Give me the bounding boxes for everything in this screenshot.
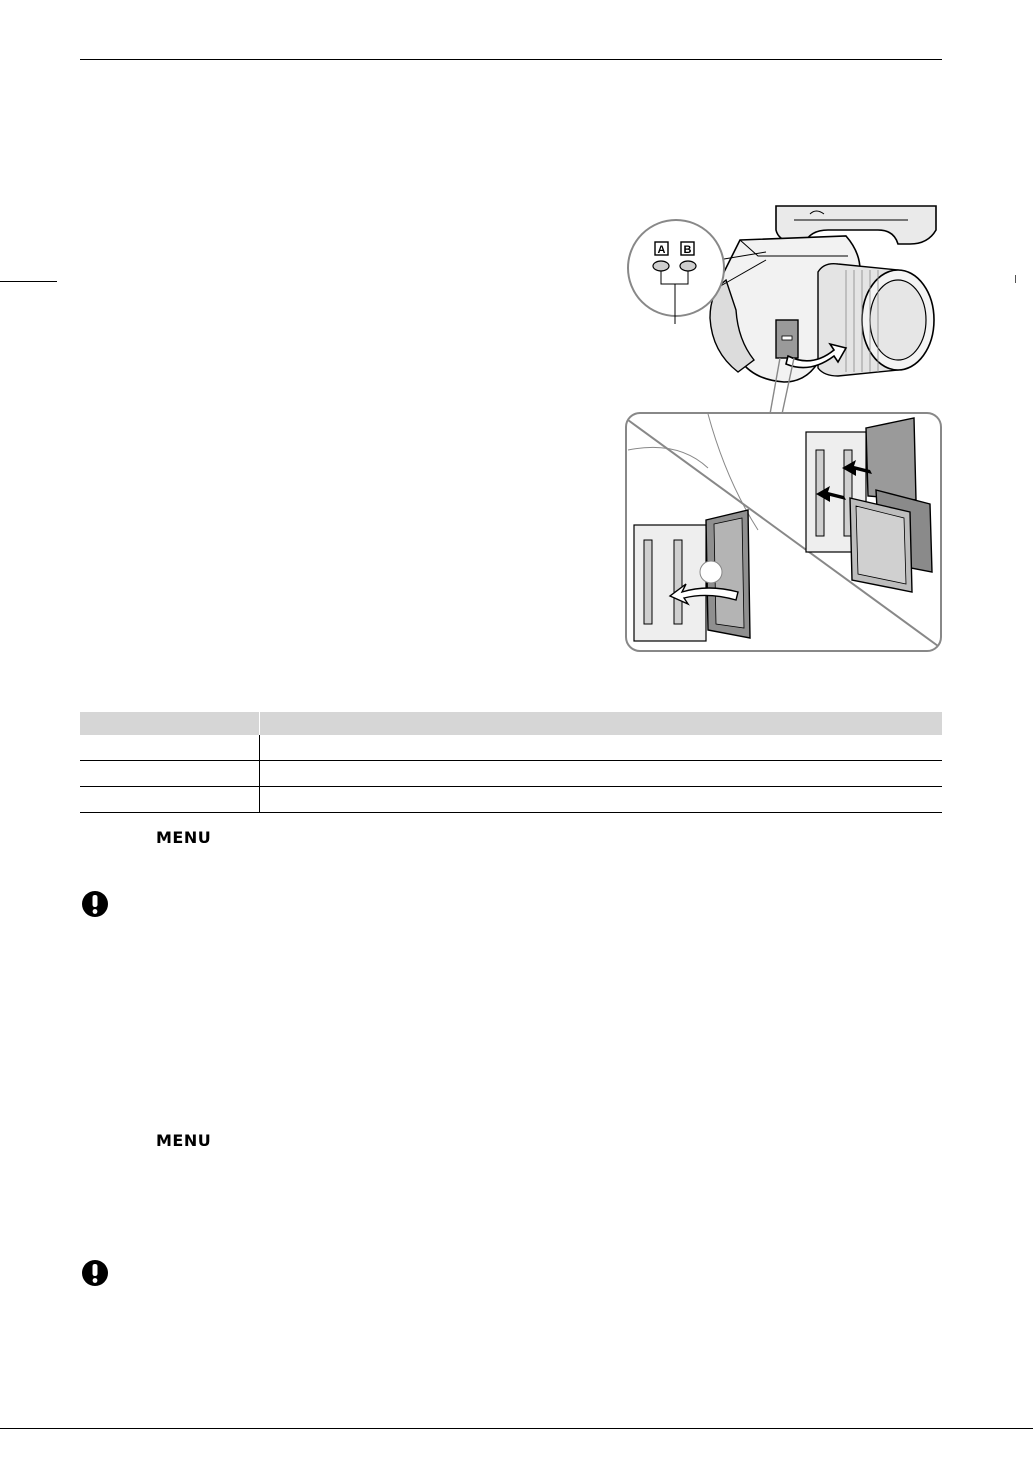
- menu-button-label: MENU: [156, 828, 212, 847]
- slot-b-label: B: [683, 244, 692, 256]
- table-header-row: [80, 712, 942, 735]
- exclamation-circle-icon: [81, 1259, 109, 1287]
- table-cell: [260, 735, 943, 761]
- table-row: [80, 735, 942, 761]
- menu-button-label: MENU: [156, 1131, 212, 1150]
- table-cell: [260, 787, 943, 813]
- slot-a-label: A: [657, 244, 666, 256]
- table-cell: [80, 761, 260, 787]
- table-header-cell: [80, 712, 260, 735]
- camera-card-slot-illustration: [598, 200, 950, 660]
- footer-rule: [0, 1428, 1033, 1429]
- table-cell: [80, 735, 260, 761]
- table-row: [80, 761, 942, 787]
- table-row: [80, 787, 942, 813]
- table-header-cell: [260, 712, 943, 735]
- table-cell: [260, 761, 943, 787]
- edge-tick: [1015, 275, 1016, 283]
- chapter-tab-marker: [0, 281, 57, 282]
- slot-table: [80, 712, 942, 813]
- table-cell: [80, 787, 260, 813]
- exclamation-circle-icon: [81, 890, 109, 918]
- header-rule: [80, 59, 942, 60]
